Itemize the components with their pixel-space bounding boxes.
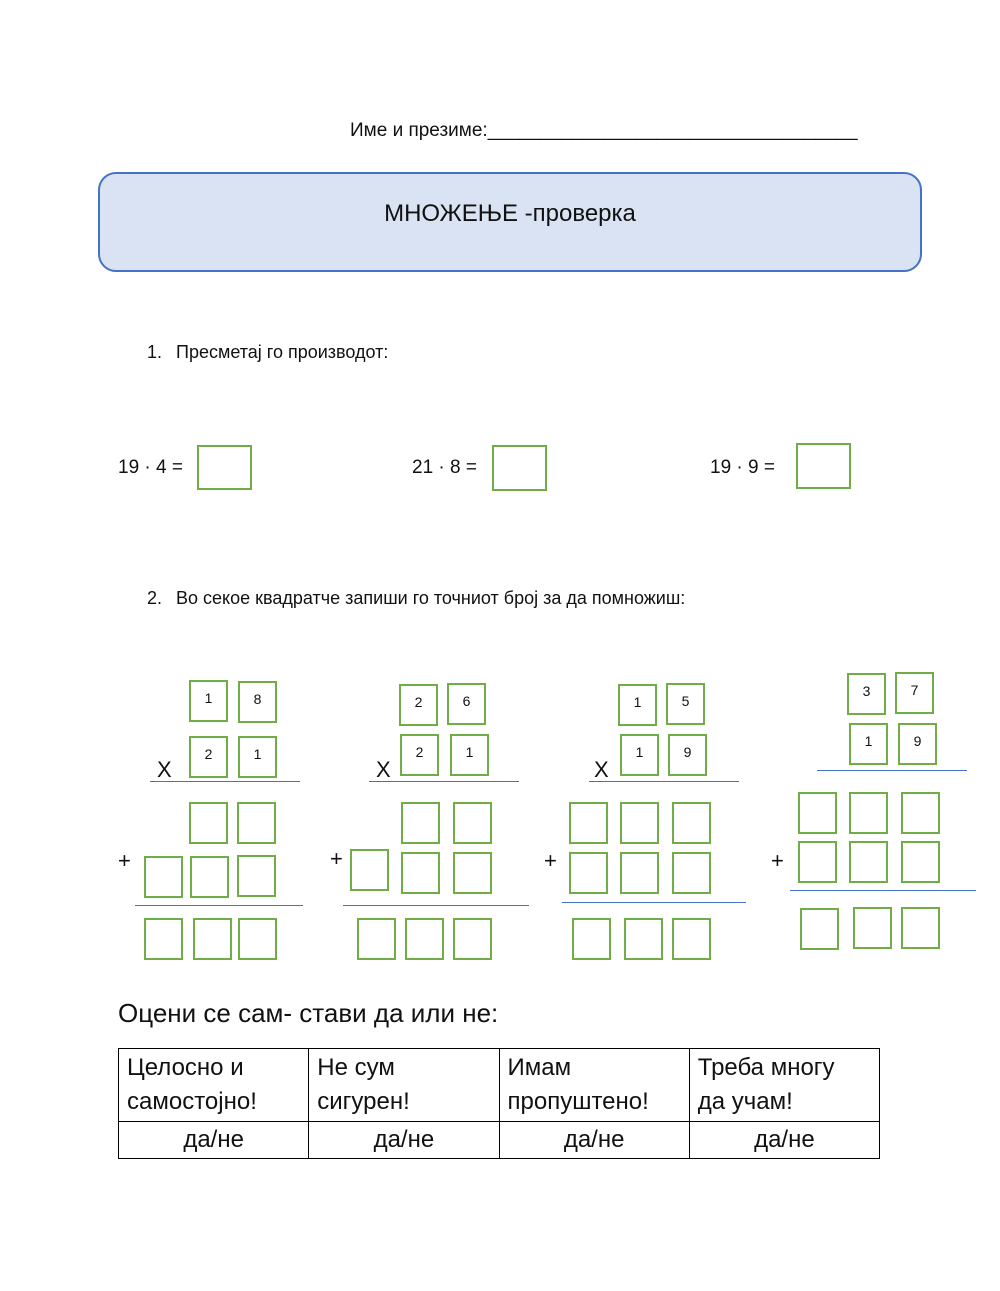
times-sign: X: [376, 757, 391, 782]
digit-box: 3: [847, 673, 886, 715]
partial-product-box[interactable]: [620, 852, 659, 894]
self-eval-label-cell: [499, 1049, 689, 1122]
yes-no-cell[interactable]: да/не: [309, 1122, 499, 1159]
label-line: самостојно!: [127, 1088, 257, 1115]
self-evaluation-heading: Оцени се сам- стави да или не:: [118, 998, 499, 1028]
result-box[interactable]: [672, 918, 711, 960]
name-field-label: Име и презиме:___________________________________: [350, 120, 858, 141]
yes-no-cell[interactable]: да/не: [689, 1122, 879, 1159]
digit-box: 2: [399, 684, 438, 726]
yes-no-cell[interactable]: да/не: [119, 1122, 309, 1159]
partial-product-box[interactable]: [569, 852, 608, 894]
result-box[interactable]: [453, 918, 492, 960]
answer-box-3[interactable]: [796, 443, 851, 489]
digit-box: 2: [189, 736, 228, 778]
self-eval-label-cell: [309, 1049, 499, 1122]
digit-box: 7: [895, 672, 934, 714]
digit-box: 8: [238, 681, 277, 723]
answer-box-1[interactable]: [197, 445, 252, 490]
partial-product-box[interactable]: [901, 841, 940, 883]
result-box[interactable]: [405, 918, 444, 960]
result-box[interactable]: [624, 918, 663, 960]
task-2-instruction: Во секое квадратче запиши го точниот број за да помножиш:: [176, 588, 686, 608]
label-line: Не сум: [317, 1054, 395, 1081]
digit-box: 2: [400, 734, 439, 776]
label-line: Треба многу: [697, 1054, 835, 1081]
result-line: [369, 781, 519, 782]
partial-product-box[interactable]: [672, 852, 711, 894]
page-title: МНОЖЕЊЕ -проверка: [384, 200, 636, 227]
partial-product-box[interactable]: [189, 802, 228, 844]
times-sign: X: [594, 757, 609, 782]
result-line: [150, 781, 300, 782]
partial-product-box[interactable]: [237, 802, 276, 844]
digit-box: 1: [450, 734, 489, 776]
digit-box: 1: [618, 684, 657, 726]
result-line: [589, 781, 739, 782]
partial-product-box[interactable]: [453, 852, 492, 894]
partial-product-box[interactable]: [901, 792, 940, 834]
plus-sign: +: [771, 848, 784, 873]
result-box[interactable]: [572, 918, 611, 960]
result-box[interactable]: [238, 918, 277, 960]
sum-line: [790, 890, 976, 891]
plus-sign: +: [330, 846, 343, 871]
answer-box-2[interactable]: [492, 445, 547, 491]
result-box[interactable]: [193, 918, 232, 960]
partial-product-box[interactable]: [798, 792, 837, 834]
label-line: Имам: [507, 1054, 572, 1081]
result-line: [817, 770, 967, 771]
label-line: сигурен!: [317, 1088, 410, 1115]
digit-box: 1: [849, 723, 888, 765]
partial-product-box[interactable]: [190, 856, 229, 898]
partial-product-box[interactable]: [401, 852, 440, 894]
partial-product-box[interactable]: [401, 802, 440, 844]
partial-product-box[interactable]: [672, 802, 711, 844]
result-box[interactable]: [144, 918, 183, 960]
partial-product-box[interactable]: [237, 855, 276, 897]
result-box[interactable]: [357, 918, 396, 960]
partial-product-box[interactable]: [350, 849, 389, 891]
result-box[interactable]: [901, 907, 940, 949]
task-1-instruction: Пресметај го производот:: [176, 342, 389, 362]
partial-product-box[interactable]: [849, 841, 888, 883]
label-line: пропуштено!: [507, 1088, 649, 1115]
partial-product-box[interactable]: [620, 802, 659, 844]
partial-product-box[interactable]: [849, 792, 888, 834]
result-box[interactable]: [853, 907, 892, 949]
sum-line: [562, 902, 746, 903]
yes-no-cell[interactable]: да/не: [499, 1122, 689, 1159]
sum-line: [135, 905, 303, 906]
times-sign: X: [157, 757, 172, 782]
self-eval-label-cell: [119, 1049, 309, 1122]
result-box[interactable]: [800, 908, 839, 950]
plus-sign: +: [544, 848, 557, 873]
digit-box: 6: [447, 683, 486, 725]
digit-box: 5: [666, 683, 705, 725]
digit-box: 1: [238, 736, 277, 778]
self-evaluation-table: [118, 1048, 880, 1159]
self-eval-label-cell: [689, 1049, 879, 1122]
digit-box: 1: [189, 680, 228, 722]
task-2-number: 2.: [147, 588, 163, 608]
equation-2: 21 · 8 =: [412, 457, 477, 478]
equation-1: 19 · 4 =: [118, 457, 183, 478]
digit-box: 9: [668, 734, 707, 776]
sum-line: [343, 905, 529, 906]
partial-product-box[interactable]: [144, 856, 183, 898]
label-line: да учам!: [697, 1088, 793, 1115]
equation-3: 19 · 9 =: [710, 457, 775, 478]
task-1-number: 1.: [147, 342, 163, 362]
partial-product-box[interactable]: [798, 841, 837, 883]
plus-sign: +: [118, 848, 131, 873]
digit-box: 1: [620, 734, 659, 776]
partial-product-box[interactable]: [569, 802, 608, 844]
label-line: Целосно и: [127, 1054, 244, 1081]
digit-box: 9: [898, 723, 937, 765]
partial-product-box[interactable]: [453, 802, 492, 844]
